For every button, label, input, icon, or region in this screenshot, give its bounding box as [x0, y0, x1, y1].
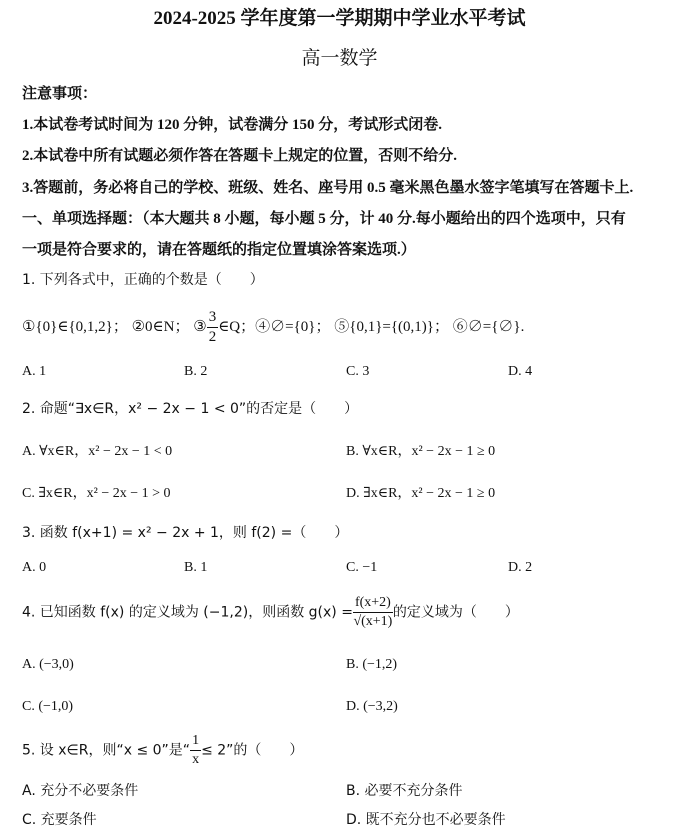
q4-fraction-numerator: f(x+2) — [353, 596, 393, 613]
q2-option-d: D. ∃x∈R，x² − 2x − 1 ≥ 0 — [346, 486, 496, 501]
note-item-1: 1.本试卷考试时间为 120 分钟，试卷满分 150 分，考试形式闭卷. — [22, 117, 443, 133]
q4-fraction-denominator: √(x+1) — [353, 614, 393, 629]
q5-option-c: C. 充要条件 — [22, 812, 97, 828]
q5-stem-prefix: 5. 设 x∈R，则“x ≤ 0”是“ — [22, 742, 191, 759]
q5-fraction-denominator: x — [192, 752, 200, 767]
q1-option-d: D. 4 — [508, 364, 533, 379]
q5-option-a: A. 充分不必要条件 — [22, 783, 139, 799]
q3-option-d: D. 2 — [508, 560, 533, 575]
q1-item-3-numerator: 3 — [207, 310, 219, 328]
question-5-stem — [22, 734, 303, 767]
q5-option-d: D. 既不充分也不必要条件 — [346, 812, 506, 828]
note-item-2: 2.本试卷中所有试题必须作答在答题卡上规定的位置，否则不给分. — [22, 148, 458, 164]
exam-subtitle: 高一数学 — [301, 48, 378, 69]
q5-fraction — [190, 734, 201, 767]
q1-item-5: ⑤{0,1}={(0,1)}； — [334, 318, 449, 335]
q3-option-b: B. 1 — [184, 560, 208, 575]
q5-option-b: B. 必要不充分条件 — [346, 783, 463, 799]
q4-option-a: A. (−3,0) — [22, 657, 74, 672]
q1-option-b: B. 2 — [184, 364, 208, 379]
question-2-stem: 2. 命题“∃x∈R，x² − 2x − 1 < 0”的否定是（ ） — [22, 401, 359, 417]
section-heading-line-1: 一、单项选择题：（本大题共 8 小题，每小题 5 分，计 40 分.每小题给出的四个选项中，只有 — [22, 211, 626, 227]
q4-stem-suffix: 的定义域为（ ） — [392, 604, 519, 621]
q3-option-a: A. 0 — [22, 560, 47, 575]
q1-item-6: ⑥∅={∅}. — [452, 318, 525, 335]
q4-option-d: D. (−3,2) — [346, 699, 398, 714]
q1-option-a: A. 1 — [22, 364, 47, 379]
q2-option-b: B. ∀x∈R，x² − 2x − 1 ≥ 0 — [346, 444, 496, 459]
exam-title: 2024-2025 学年度第一学期期中学业水平考试 — [153, 8, 526, 29]
q1-item-4: ；④∅={0}； — [240, 318, 331, 335]
q5-fraction-numerator: 1 — [190, 734, 201, 751]
question-3-stem: 3. 函数 f(x+1) = x² − 2x + 1，则 f(2) =（ ） — [22, 525, 349, 541]
q2-option-a: A. ∀x∈R，x² − 2x − 1 < 0 — [22, 444, 173, 459]
q1-item-3-denominator: 2 — [208, 329, 217, 345]
q4-option-b: B. (−1,2) — [346, 657, 398, 672]
q1-item-3-suffix: ∈Q — [218, 318, 241, 335]
note-item-3: 3.答题前，务必将自己的学校、班级、姓名、座号用 0.5 毫米黑色墨水签字笔填写在答题卡上. — [22, 180, 634, 196]
q1-option-c: C. 3 — [346, 364, 370, 379]
q1-item-3-fraction — [207, 310, 219, 345]
q3-option-c: C. −1 — [346, 560, 378, 575]
question-4-stem — [22, 596, 519, 629]
q4-fraction — [353, 596, 393, 629]
q4-stem-prefix: 4. 已知函数 f(x) 的定义域为 (−1,2)，则函数 g(x) = — [22, 604, 353, 621]
q5-stem-suffix: ≤ 2”的（ ） — [201, 742, 304, 759]
q1-item-2: ②0∈N； — [131, 318, 190, 335]
notes-heading: 注意事项： — [22, 86, 98, 102]
question-1-stem: 1. 下列各式中，正确的个数是（ ） — [22, 272, 264, 288]
section-heading-line-2: 一项是符合要求的，请在答题纸的指定位置填涂答案选项.） — [22, 242, 416, 258]
q1-item-3-prefix: ③ — [193, 318, 207, 335]
question-1-items — [22, 310, 524, 345]
q2-option-c: C. ∃x∈R，x² − 2x − 1 > 0 — [22, 486, 171, 501]
q4-option-c: C. (−1,0) — [22, 699, 74, 714]
q1-item-1: ①{0}∈{0,1,2}； — [22, 318, 128, 335]
